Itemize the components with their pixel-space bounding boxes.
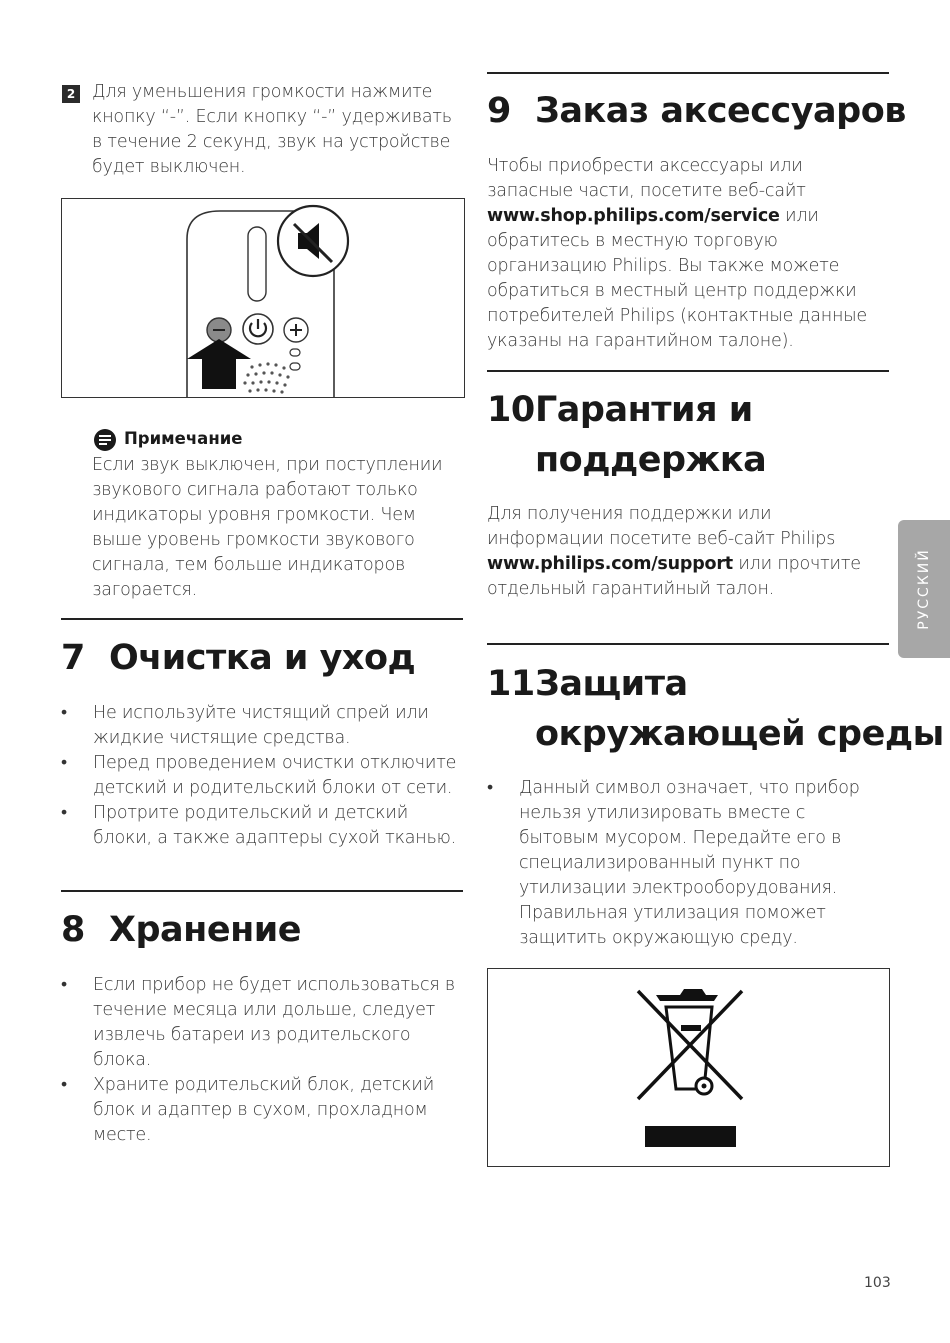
list-item: • Протрите родительский и детский блоки, а также адаптеры сухой тканью. — [61, 801, 461, 851]
display-slot — [248, 227, 266, 301]
weee-figure — [487, 968, 890, 1167]
minus-button-icon — [207, 318, 231, 342]
list-item: • Если прибор не будет использоваться в течение месяца или дольше, следует извлечь батареи из родительского блока. — [61, 973, 461, 1073]
section11-number: 11 — [487, 664, 535, 704]
weee-bin-icon — [488, 969, 889, 1166]
shop-link[interactable]: www.shop.philips.com/service — [487, 206, 780, 226]
section10-intro: Для получения поддержки или информации посетите веб-сайт Philips — [487, 504, 836, 549]
step-badge: 2 — [62, 85, 80, 103]
step-text: Для уменьшения громкости нажмите кнопку “-”. Если кнопку “-” удерживать в течение 2 секунд, звук на устройстве будет выключен. — [92, 82, 452, 177]
section7-title: Очистка и уход — [109, 638, 416, 678]
section8-list — [61, 973, 461, 1148]
note-title: Примечание — [124, 429, 243, 448]
section7-rule — [61, 618, 463, 620]
page-number: 103 — [864, 1275, 891, 1291]
language-tab-label: РУССКИЙ — [916, 548, 932, 630]
volume-illustration — [61, 198, 465, 398]
section11-item-text: Данный символ означает, что прибор нельзя утилизировать вместе с бытовым мусором. Передайте его в специализированный пункт по утилизации электрооборудования. — [519, 778, 860, 898]
list-item: • Не используйте чистящий спрей или жидкие чистящие средства. — [61, 701, 461, 751]
section9-text — [487, 154, 892, 354]
section11-list — [487, 776, 887, 951]
note-text: Если звук выключен, при поступлении звукового сигнала работают только индикаторы уровня громкости. Чем выше уровень громкости звукового сигнала, тем больше индикаторов загорается. — [92, 455, 443, 600]
section10-title-line2: поддержка — [535, 440, 767, 480]
section10-rule — [487, 370, 889, 372]
list-item: • Перед проведением очистки отключите детский и родительский блоки от сети. — [61, 751, 461, 801]
section10-number: 10 — [487, 390, 535, 430]
section11-title-line2: окружающей среды — [535, 714, 944, 754]
section7-number: 7 — [61, 638, 85, 678]
section10-heading — [487, 385, 889, 485]
plus-button-icon — [284, 318, 308, 342]
section11-heading — [487, 659, 944, 759]
note-icon — [94, 429, 116, 451]
list-item — [487, 776, 887, 951]
section9-intro: Чтобы приобрести аксессуары или запасные части, посетите веб-сайт — [487, 156, 806, 201]
section7-list — [61, 701, 461, 851]
support-link[interactable]: www.philips.com/support — [487, 554, 733, 574]
section9-title: Заказ аксессуаров — [535, 91, 906, 131]
parent-unit-drawing — [62, 199, 464, 397]
section11-rule — [487, 643, 889, 645]
list-item: • Храните родительский блок, детский блок и адаптер в сухом, прохладном месте. — [61, 1073, 461, 1148]
section8-rule — [61, 890, 463, 892]
section8-number: 8 — [61, 910, 85, 950]
section10-body: или прочтите отдельный гарантийный талон. — [487, 554, 861, 599]
section10-title-line1: Гарантия и — [535, 390, 753, 430]
section11-title-line1: Защита — [535, 664, 688, 704]
section9-number: 9 — [487, 91, 511, 131]
section9-body: или обратитесь в местную торговую организацию Philips. Вы также можете обратиться в местный центр поддержки потребителей Philips (контактные данные указаны на гарантийном талоне). — [487, 206, 867, 351]
mute-icon — [278, 206, 348, 276]
language-tab — [898, 520, 950, 658]
section11-item-extra: Правильная утилизация поможет защитить окружающую среду. — [519, 903, 826, 948]
section10-text — [487, 502, 887, 602]
section8-title: Хранение — [109, 910, 302, 950]
section9-rule — [487, 72, 889, 74]
power-button-icon — [243, 314, 273, 344]
